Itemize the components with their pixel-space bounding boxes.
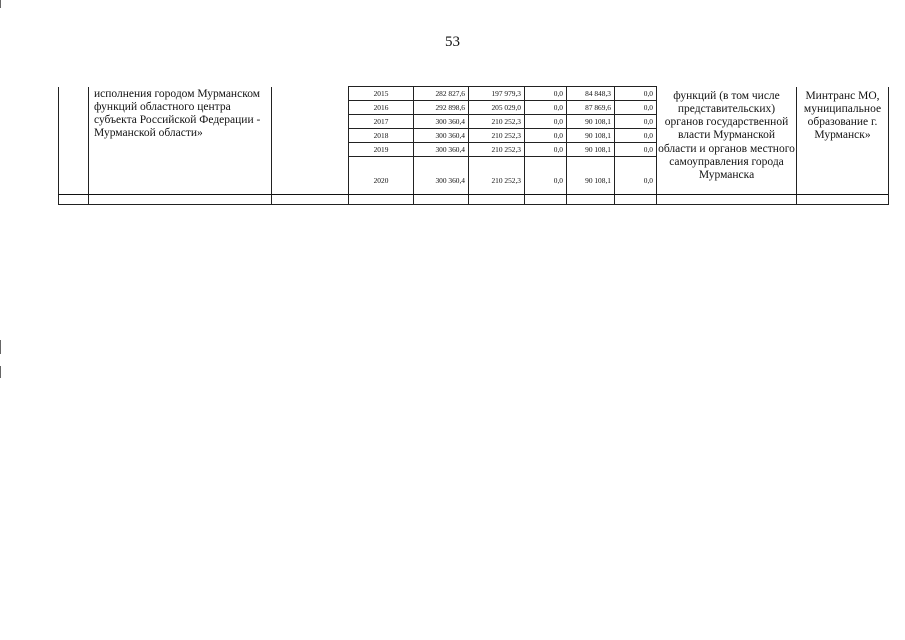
other-cell: 0,0 (615, 157, 657, 205)
total-cell: 292 898,6 (414, 101, 469, 115)
total-cell: 300 360,4 (414, 115, 469, 129)
local-cell: 90 108,1 (567, 143, 615, 157)
local-cell: 90 108,1 (567, 115, 615, 129)
other-cell: 0,0 (615, 129, 657, 143)
other-cell: 0,0 (615, 87, 657, 101)
regional-cell: 210 252,3 (469, 129, 525, 143)
left-edge-mark (0, 366, 1, 378)
year-cell: 2020 (349, 157, 414, 205)
local-cell: 90 108,1 (567, 129, 615, 143)
federal-cell: 0,0 (525, 157, 567, 205)
federal-cell: 0,0 (525, 87, 567, 101)
year-cell: 2017 (349, 115, 414, 129)
executors-cell: Минтранс МО, муниципальное образование г. Мурманск» (797, 87, 889, 205)
table-bottom-rule (58, 194, 888, 195)
other-cell: 0,0 (615, 143, 657, 157)
left-edge-mark (0, 0, 1, 8)
page-number: 53 (445, 34, 460, 50)
total-cell: 300 360,4 (414, 157, 469, 205)
local-cell: 84 848,3 (567, 87, 615, 101)
regional-cell: 210 252,3 (469, 115, 525, 129)
federal-cell: 0,0 (525, 129, 567, 143)
purpose-cell: функций (в том числе представительских) органов государственной власти Мурманской области и органов местного самоуправления города Мурманска (657, 87, 797, 205)
local-cell: 87 869,6 (567, 101, 615, 115)
regional-cell: 210 252,3 (469, 143, 525, 157)
year-cell: 2018 (349, 129, 414, 143)
regional-cell: 205 029,0 (469, 101, 525, 115)
description-cell: исполнения городом Мурманском функций областного центра субъекта Российской Федерации - Мурманской области» (89, 87, 272, 205)
local-cell: 90 108,1 (567, 157, 615, 205)
year-cell: 2015 (349, 87, 414, 101)
regional-cell: 210 252,3 (469, 157, 525, 205)
financing-table (58, 86, 889, 205)
regional-cell: 197 979,3 (469, 87, 525, 101)
federal-cell: 0,0 (525, 101, 567, 115)
year-cell: 2016 (349, 101, 414, 115)
year-cell: 2019 (349, 143, 414, 157)
other-cell: 0,0 (615, 115, 657, 129)
federal-cell: 0,0 (525, 115, 567, 129)
number-cell (59, 87, 89, 205)
total-cell: 300 360,4 (414, 143, 469, 157)
left-edge-mark (0, 340, 1, 354)
total-cell: 282 827,6 (414, 87, 469, 101)
total-cell: 300 360,4 (414, 129, 469, 143)
other-cell: 0,0 (615, 101, 657, 115)
table-row (59, 87, 889, 101)
federal-cell: 0,0 (525, 143, 567, 157)
empty-cell (272, 87, 349, 205)
